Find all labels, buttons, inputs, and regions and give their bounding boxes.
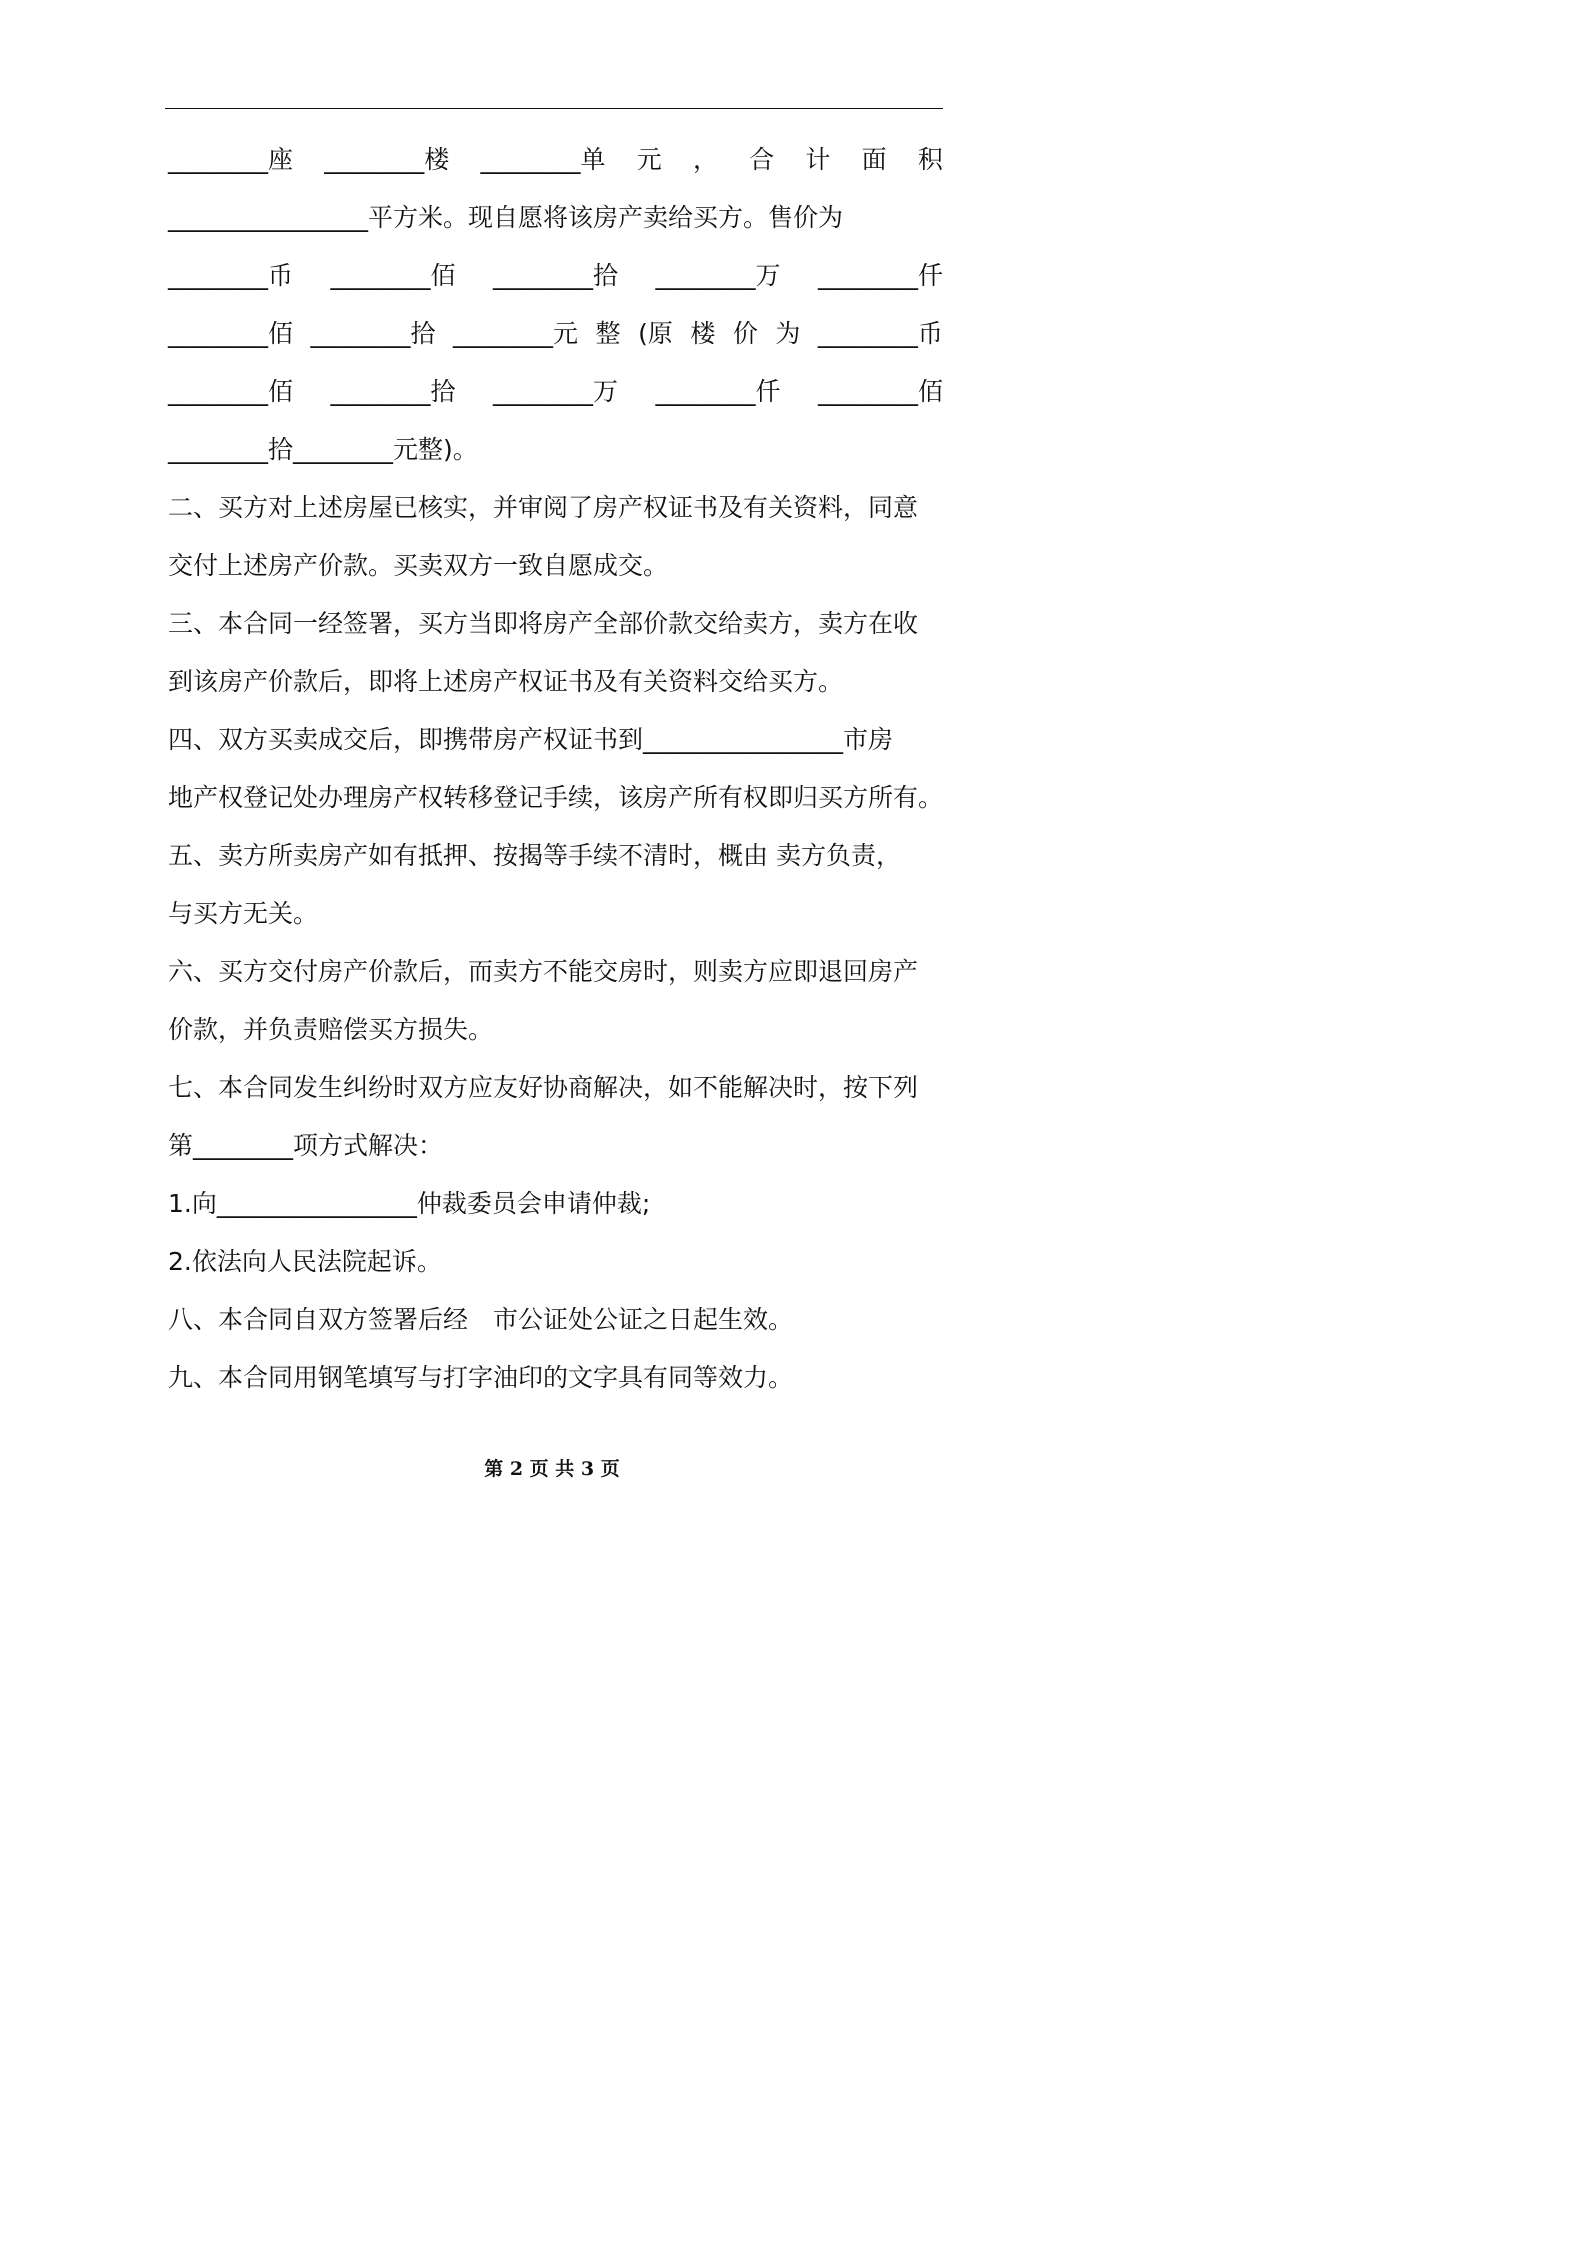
clause-2-line-1: 二、买方对上述房屋已核实，并审阅了房产权证书及有关资料，同意 (168, 493, 919, 522)
header-rule (165, 108, 943, 109)
page-number-footer: 第 2 页 共 3 页 (484, 1458, 620, 1480)
line-segment: 元 (636, 145, 662, 174)
line-segment: 整 (595, 319, 621, 348)
line-segment: ________仟 (655, 377, 781, 406)
clause-3-line-1: 三、本合同一经签署，买方当即将房产全部价款交给卖方，卖方在收 (168, 609, 919, 638)
line-segment: ________佰 (168, 377, 294, 406)
contract-line-4 (168, 318, 943, 350)
line-segment: ________________平方米。现自愿将该房产卖给买方。售价为 (168, 203, 844, 232)
line-segment: ________单 (480, 145, 606, 174)
line-segment: ________佰 (817, 377, 943, 406)
line-segment: 计 (805, 145, 831, 174)
clause-3-line-2: 到该房产价款后，即将上述房产权证书及有关资料交给买方。 (168, 667, 844, 696)
line-segment: ________拾 (310, 319, 436, 348)
line-segment: ， (692, 145, 718, 174)
line-segment: 积 (917, 145, 943, 174)
line-segment: ________拾 (492, 261, 618, 290)
clause-2-line-2: 交付上述房产价款。买卖双方一致自愿成交。 (168, 551, 669, 580)
line-segment: ________万 (492, 377, 618, 406)
clause-5-line-1: 五、卖方所卖房产如有抵押、按揭等手续不清时，概由 卖方负责， (168, 841, 901, 870)
line-segment: 面 (861, 145, 887, 174)
line-segment: ________佰 (330, 261, 456, 290)
clause-4-line-2: 地产权登记处办理房产权转移登记手续，该房产所有权即归买方所有。 (168, 783, 944, 812)
line-segment: 为 (775, 319, 801, 348)
clause-7-option-1: 1.向________________仲裁委员会申请仲裁; (168, 1189, 651, 1218)
contract-line-3 (168, 260, 943, 292)
clause-6-line-1: 六、买方交付房产价款后，而卖方不能交房时，则卖方应即退回房产 (168, 957, 919, 986)
line-segment: ________币 (817, 319, 943, 348)
contract-line-2 (168, 202, 943, 234)
line-segment: 合 (749, 145, 775, 174)
line-segment: ________拾 (330, 377, 456, 406)
clause-8: 八、本合同自双方签署后经 市公证处公证之日起生效。 (168, 1305, 794, 1334)
clause-7-line-1: 七、本合同发生纠纷时双方应友好协商解决，如不能解决时，按下列 (168, 1073, 919, 1102)
line-segment: ________元 (453, 319, 579, 348)
contract-line-5 (168, 376, 943, 408)
contract-line-1 (168, 144, 943, 176)
clause-6-line-2: 价款，并负责赔偿买方损失。 (168, 1015, 494, 1044)
contract-line-6: ________拾________元整)。 (168, 435, 478, 464)
line-segment: ________座 (168, 145, 294, 174)
line-segment: 楼 (690, 319, 716, 348)
line-segment: ________仟 (817, 261, 943, 290)
line-segment: ________万 (655, 261, 781, 290)
line-segment: 价 (732, 319, 758, 348)
clause-5-line-2: 与买方无关。 (168, 899, 319, 928)
clause-9: 九、本合同用钢笔填写与打字油印的文字具有同等效力。 (168, 1363, 794, 1392)
clause-7-line-2: 第________项方式解决： (168, 1131, 444, 1160)
clause-7-option-2: 2.依法向人民法院起诉。 (168, 1247, 442, 1276)
line-segment: ________佰 (168, 319, 294, 348)
line-segment: ________楼 (324, 145, 450, 174)
line-segment: (原 (638, 319, 673, 348)
line-segment: ________币 (168, 261, 294, 290)
clause-4-line-1: 四、双方买卖成交后，即携带房产权证书到________________市房 (168, 725, 894, 754)
